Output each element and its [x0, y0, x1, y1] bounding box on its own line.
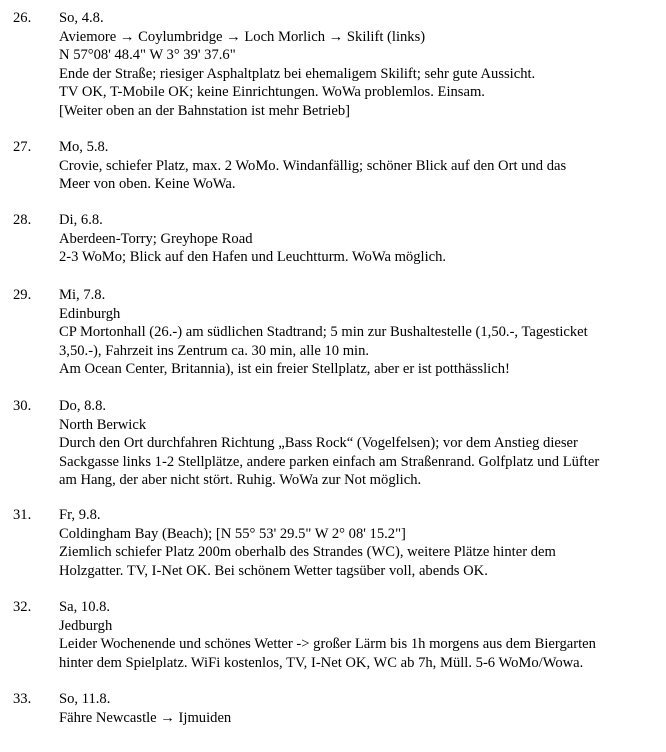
entry-line: Aberdeen-Torry; Greyhope Road — [59, 230, 253, 247]
entry-number: 26. — [13, 10, 32, 26]
entry-line: 2-3 WoMo; Blick auf den Hafen und Leuchtturm. WoWa möglich. — [59, 249, 447, 266]
entry-line: Durch den Ort durchfahren Richtung „Bass Rock“ (Vogelfelsen); vor dem Anstieg dieser — [59, 435, 578, 452]
entry-date: Fr, 9.8. — [59, 507, 101, 523]
entry-line: North Berwick — [59, 416, 147, 433]
entry-number: 30. — [13, 398, 32, 414]
entry-number: 29. — [13, 287, 32, 303]
entry-date: So, 4.8. — [59, 10, 104, 26]
entry-line: Coldingham Bay (Beach); [N 55° 53' 29.5" W 2° 08' 15.2"] — [59, 525, 406, 542]
entry-body — [59, 211, 659, 267]
entry-body — [59, 690, 659, 727]
entry-line: hinter dem Spielplatz. WiFi kostenlos, TV, I-Net OK, WC ab 7h, Müll. 5-6 WoMo/Wowa. — [59, 654, 584, 671]
entry-date: Mo, 5.8. — [59, 139, 109, 155]
entry-number: 27. — [13, 139, 32, 155]
entry-number: 28. — [13, 212, 32, 228]
entry-line: Leider Wochenende und schönes Wetter -> großer Lärm bis 1h morgens aus dem Biergarten — [59, 636, 596, 653]
entry-line: Ende der Straße; riesiger Asphaltplatz bei ehemaligem Skilift; sehr gute Aussicht. — [59, 65, 536, 82]
entry-line: TV OK, T-Mobile OK; keine Einrichtungen. WoWa problemlos. Einsam. — [59, 84, 485, 101]
entry-body — [59, 598, 659, 672]
entry-date: Sa, 10.8. — [59, 599, 111, 615]
entry-line: Aviemore → Coylumbridge → Loch Morlich → Skilift (links) — [59, 28, 426, 45]
entry-line: am Hang, der aber nicht stört. Ruhig. WoWa zur Not möglich. — [59, 472, 422, 489]
entry-date: Mi, 7.8. — [59, 287, 106, 303]
entry-date: Di, 6.8. — [59, 212, 103, 228]
entry-body — [59, 9, 659, 121]
entry-line: Sackgasse links 1-2 Stellplätze, andere parken einfach am Straßenrand. Golfplatz und Lüfter — [59, 453, 600, 470]
entry-body — [59, 397, 659, 490]
entry-body — [59, 286, 659, 379]
entry-line: Fähre Newcastle → Ijmuiden — [59, 709, 232, 726]
entry-line: Crovie, schiefer Platz, max. 2 WoMo. Windanfällig; schöner Blick auf den Ort und das — [59, 157, 567, 174]
entry-line: Edinburgh — [59, 305, 121, 322]
entry-number: 31. — [13, 507, 32, 523]
entry-date: So, 11.8. — [59, 691, 111, 707]
entry-line: [Weiter oben an der Bahnstation ist mehr Betrieb] — [59, 102, 351, 119]
entry-number: 33. — [13, 691, 32, 707]
entry-number: 32. — [13, 599, 32, 615]
entry-line: Jedburgh — [59, 617, 113, 634]
entry-line: N 57°08' 48.4" W 3° 39' 37.6" — [59, 47, 236, 64]
entry-line: CP Mortonhall (26.-) am südlichen Stadtrand; 5 min zur Bushaltestelle (1,50.-, Tagesticket — [59, 324, 588, 341]
entry-line: Ziemlich schiefer Platz 200m oberhalb des Strandes (WC), weitere Plätze hinter dem — [59, 544, 556, 561]
entry-date: Do, 8.8. — [59, 398, 107, 414]
entry-line: Meer von oben. Keine WoWa. — [59, 176, 236, 193]
entry-line: 3,50.-), Fahrzeit ins Zentrum ca. 30 min, alle 10 min. — [59, 342, 370, 359]
entry-line: Holzgatter. TV, I-Net OK. Bei schönem Wetter tagsüber voll, abends OK. — [59, 562, 488, 579]
entry-body — [59, 506, 659, 580]
entry-line: Am Ocean Center, Britannia), ist ein freier Stellplatz, aber er ist potthässlich! — [59, 361, 510, 378]
entry-body — [59, 138, 659, 194]
